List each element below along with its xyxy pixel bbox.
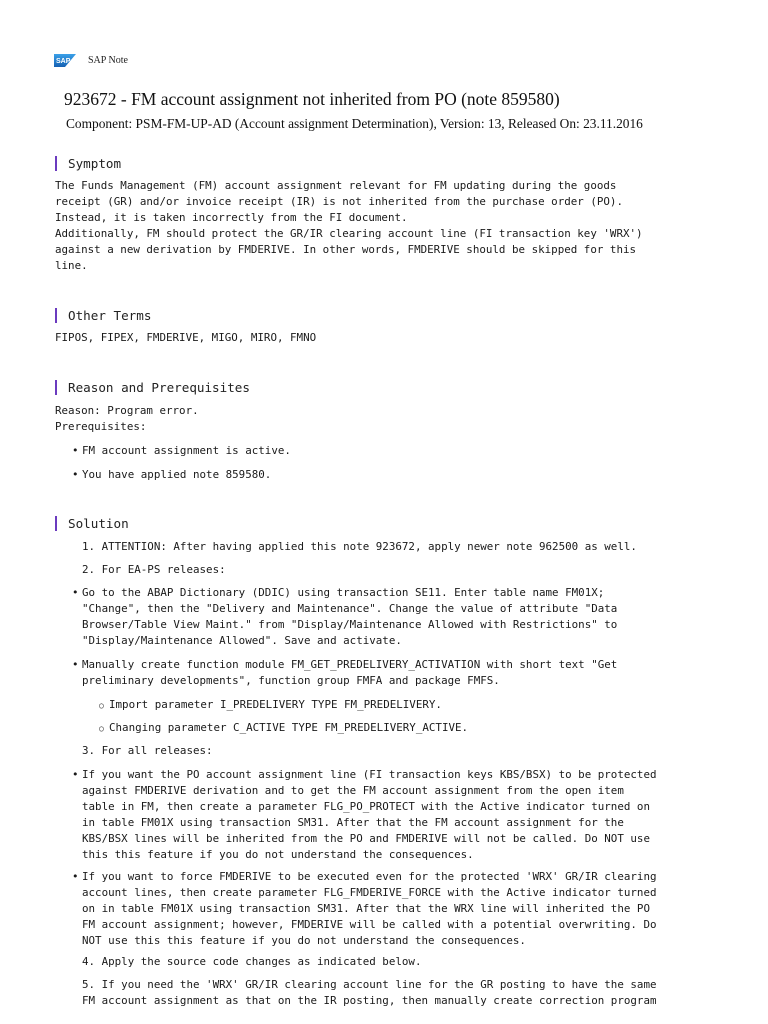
text-line: FM account assignment; however, FMDERIVE will be called with a potential overwriting. Do bbox=[82, 918, 657, 931]
text-line: preliminary developments", function group FMFA and package FMFS. bbox=[82, 674, 500, 687]
text-line: Reason: Program error. bbox=[55, 404, 199, 417]
text-line: Manually create function module FM_GET_PREDELIVERY_ACTIVATION with short text "Get bbox=[82, 658, 618, 671]
section-marker bbox=[55, 156, 57, 171]
text-line: The Funds Management (FM) account assignment relevant for FM updating during the goods bbox=[55, 179, 617, 192]
bullet-icon: • bbox=[72, 586, 79, 599]
text-line: 1. ATTENTION: After having applied this note 923672, apply newer note 962500 as well. bbox=[82, 540, 637, 553]
text-line: 4. Apply the source code changes as indicated below. bbox=[82, 955, 422, 968]
bullet-icon: • bbox=[72, 468, 79, 481]
text-line: this this feature if you do not understand the consequences. bbox=[82, 848, 474, 861]
text-line: 5. If you need the 'WRX' GR/IR clearing account line for the GR posting to have the same bbox=[82, 978, 657, 991]
list-item bbox=[72, 869, 657, 949]
top-bar bbox=[54, 52, 128, 68]
step-1 bbox=[82, 539, 637, 555]
list-item bbox=[72, 443, 291, 459]
sap-logo-text: SAP bbox=[56, 57, 71, 65]
bullet-icon: • bbox=[72, 870, 79, 883]
sap-logo-icon bbox=[54, 54, 76, 67]
step-5 bbox=[82, 977, 657, 1009]
bullet-icon: • bbox=[72, 444, 79, 457]
other-terms-text bbox=[55, 330, 755, 346]
list-item bbox=[72, 657, 618, 689]
text-line: FM account assignment is active. bbox=[82, 444, 291, 457]
text-line: Instead, it is taken incorrectly from the FI document. bbox=[55, 211, 408, 224]
text-line: 3. For all releases: bbox=[82, 744, 213, 757]
text-line: table in FM, then create a parameter FLG_PO_PROTECT with the Active indicator turned on bbox=[82, 800, 650, 813]
text-line: Go to the ABAP Dictionary (DDIC) using transaction SE11. Enter table name FM01X; bbox=[82, 586, 605, 599]
text-line: Browser/Table View Maint." from "Display/Maintenance Allowed with Restrictions" to bbox=[82, 618, 618, 631]
text-line: If you want the PO account assignment line (FI transaction keys KBS/BSX) to be protected bbox=[82, 768, 657, 781]
text-line: Additionally, FM should protect the GR/IR clearing account line (FI transaction key 'WRX') bbox=[55, 227, 643, 240]
text-line: 2. For EA-PS releases: bbox=[82, 563, 226, 576]
sub-list-item bbox=[99, 697, 442, 713]
section-marker bbox=[55, 380, 57, 395]
text-line: You have applied note 859580. bbox=[82, 468, 272, 481]
text-line: FM account assignment as that on the IR posting, then manually create correction program bbox=[82, 994, 657, 1007]
step-2 bbox=[82, 562, 226, 578]
reason-text bbox=[55, 403, 755, 435]
text-line: against a new derivation by FMDERIVE. In other words, FMDERIVE should be skipped for this bbox=[55, 243, 637, 256]
text-line: Changing parameter C_ACTIVE TYPE FM_PREDELIVERY_ACTIVE. bbox=[109, 721, 469, 734]
text-line: NOT use this this feature if you do not understand the consequences. bbox=[82, 934, 526, 947]
symptom-text bbox=[55, 178, 755, 274]
component-line: Component: PSM-FM-UP-AD (Account assignment Determination), Version: 13, Released On: 23.11.2016 bbox=[66, 116, 643, 131]
text-line: Import parameter I_PREDELIVERY TYPE FM_PREDELIVERY. bbox=[109, 698, 442, 711]
section-heading-reason bbox=[55, 380, 250, 395]
text-line: receipt (GR) and/or invoice receipt (IR) is not inherited from the purchase order (PO). bbox=[55, 195, 623, 208]
page-title: 923672 - FM account assignment not inherited from PO (note 859580) bbox=[64, 89, 560, 109]
sub-list-item bbox=[99, 720, 469, 736]
section-marker bbox=[55, 516, 57, 531]
text-line: "Display/Maintenance Allowed". Save and activate. bbox=[82, 634, 402, 647]
circle-bullet-icon: ○ bbox=[99, 724, 104, 733]
section-heading-label: Reason and Prerequisites bbox=[68, 380, 250, 395]
text-line: against FMDERIVE derivation and to get the FM account assignment from the open item bbox=[82, 784, 624, 797]
text-line: line. bbox=[55, 259, 88, 272]
section-heading-solution bbox=[55, 516, 129, 531]
text-line: If you want to force FMDERIVE to be executed even for the protected 'WRX' GR/IR clearing bbox=[82, 870, 657, 883]
text-line: on in table FM01X using transaction SM31. After that the WRX line will inherited the PO bbox=[82, 902, 650, 915]
text-line: "Change", then the "Delivery and Maintenance". Change the value of attribute "Data bbox=[82, 602, 618, 615]
section-heading-label: Symptom bbox=[68, 156, 122, 171]
bullet-icon: • bbox=[72, 658, 79, 671]
section-marker bbox=[55, 308, 57, 323]
text-line: KBS/BSX lines will be inherited from the PO and FMDERIVE will not be called. Do NOT use bbox=[82, 832, 650, 845]
section-heading-label: Solution bbox=[68, 516, 129, 531]
list-item bbox=[72, 585, 618, 649]
text-line: account lines, then create parameter FLG_FMDERIVE_FORCE with the Active indicator turned bbox=[82, 886, 657, 899]
sap-note-label: SAP Note bbox=[88, 54, 128, 66]
circle-bullet-icon: ○ bbox=[99, 701, 104, 710]
step-3 bbox=[82, 743, 213, 759]
text-line: FIPOS, FIPEX, FMDERIVE, MIGO, MIRO, FMNO bbox=[55, 331, 317, 344]
section-heading-symptom bbox=[55, 156, 121, 171]
list-item bbox=[72, 767, 657, 863]
step-4 bbox=[82, 954, 421, 970]
section-heading-label: Other Terms bbox=[68, 308, 152, 323]
list-item bbox=[72, 467, 272, 483]
section-heading-other-terms bbox=[55, 308, 151, 323]
text-line: in table FM01X using transaction SM31. After that the FM account assignment for the bbox=[82, 816, 624, 829]
text-line: Prerequisites: bbox=[55, 420, 147, 433]
bullet-icon: • bbox=[72, 768, 79, 781]
